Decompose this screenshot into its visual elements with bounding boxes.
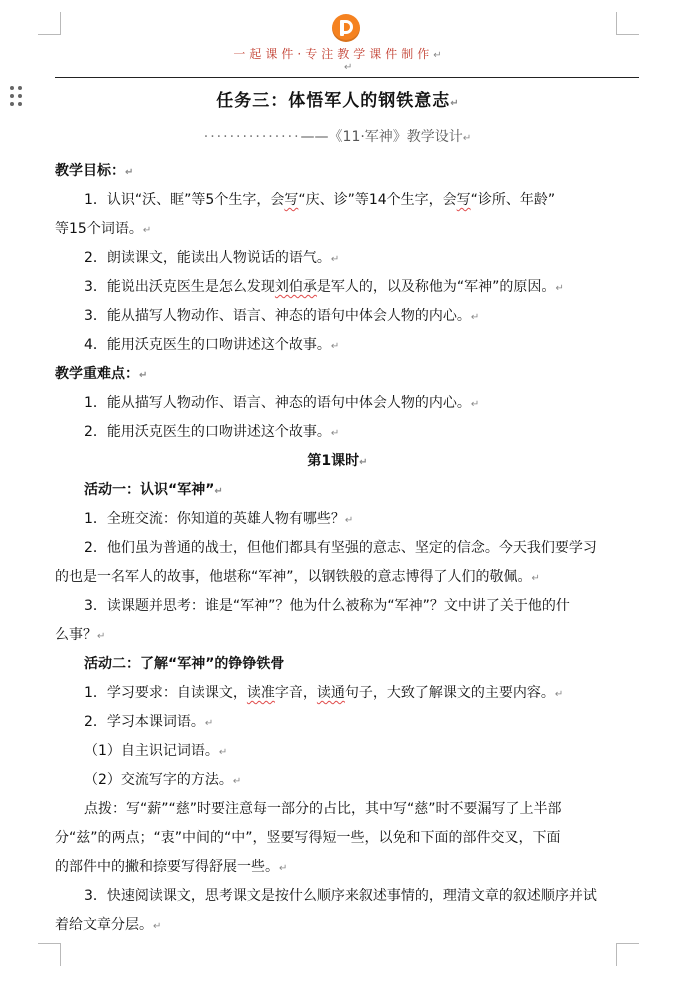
header-text: 一起课件·专注教学课件制作 [233, 47, 434, 61]
key-point-1: 1．能从描写人物动作、语言、神态的语句中体会人物的内心。↵ [84, 395, 480, 411]
activity-1-item-3-line-2: 么事？↵ [55, 627, 106, 643]
activity-1-heading: 活动一：认识“军神”↵ [84, 482, 223, 498]
activity-2-item-2: 2．学习本课词语。↵ [84, 714, 214, 730]
goal-4: 3．能从描写人物动作、语言、神态的语句中体会人物的内心。↵ [84, 308, 480, 324]
activity-2-item-3-line-1: 3．快速阅读课文，思考课文是按什么顺序来叙述事情的，理清文章的叙述顺序并试 [84, 888, 597, 904]
page-header: 一起课件·专注教学课件制作↵ [233, 47, 442, 61]
key-point-2: 2．能用沃克医生的口吻讲述这个故事。↵ [84, 424, 340, 440]
header-paragraph-mark: ↵ [344, 62, 353, 73]
tip-line-1: 点拨：写“薪”“慈”时要注意每一部分的占比，其中写“慈”时不要漏写了上半部 [84, 801, 562, 817]
activity-2-item-3-line-2: 着给文章分层。↵ [55, 917, 162, 933]
goals-heading: 教学目标：↵ [55, 163, 134, 179]
goal-5: 4．能用沃克医生的口吻讲述这个故事。↵ [84, 337, 340, 353]
activity-2-heading: 活动二：了解“军神”的铮铮铁骨 [84, 656, 285, 672]
crop-mark-bottom-left [38, 943, 61, 966]
goal-1-line-1: 1．认识“沃、眶”等5个生字，会写“庆、诊”等14个生字，会写“诊所、年龄” [84, 192, 556, 208]
goal-3: 3．能说出沃克医生是怎么发现刘伯承是军人的，以及称他为“军神”的原因。↵ [84, 279, 564, 295]
tip-line-3: 的部件中的撇和捺要写得舒展一些。↵ [55, 859, 288, 875]
logo-icon [332, 14, 360, 42]
header-divider [55, 77, 639, 78]
crop-mark-top-left [38, 12, 61, 35]
activity-1-item-2-line-1: 2．他们虽为普通的战士，但他们都具有坚强的意志、坚定的信念。今天我们要学习 [84, 540, 597, 556]
document-title: 任务三：体悟军人的钢铁意志↵ [216, 91, 459, 111]
activity-2-item-1: 1．学习要求：自读课文，读准字音，读通句子，大致了解课文的主要内容。↵ [84, 685, 564, 701]
activity-1-item-2-line-2: 的也是一名军人的故事，他堪称“军神”，以钢铁般的意志博得了人们的敬佩。↵ [55, 569, 540, 585]
document-subtitle: ···············——《11·军神》教学设计↵ [203, 129, 472, 145]
key-points-heading: 教学重难点：↵ [55, 366, 148, 382]
crop-mark-bottom-right [616, 943, 639, 966]
activity-2-item-2a: （1）自主识记词语。↵ [84, 743, 228, 759]
activity-1-item-3-line-1: 3．读课题并思考：谁是“军神”？他为什么被称为“军神”？文中讲了关于他的什 [84, 598, 570, 614]
activity-1-item-1: 1．全班交流：你知道的英雄人物有哪些？↵ [84, 511, 354, 527]
goal-1-line-2: 等15个词语。↵ [55, 221, 152, 237]
crop-mark-top-right [616, 12, 639, 35]
lesson-heading: 第1课时↵ [307, 453, 368, 469]
goal-2: 2．朗读课文，能读出人物说话的语气。↵ [84, 250, 340, 266]
activity-2-item-2b: （2）交流写字的方法。↵ [84, 772, 242, 788]
tip-line-2: 分“兹”的两点；“衷”中间的“中”，竖要写得短一些，以免和下面的部件交叉，下面 [55, 830, 561, 846]
